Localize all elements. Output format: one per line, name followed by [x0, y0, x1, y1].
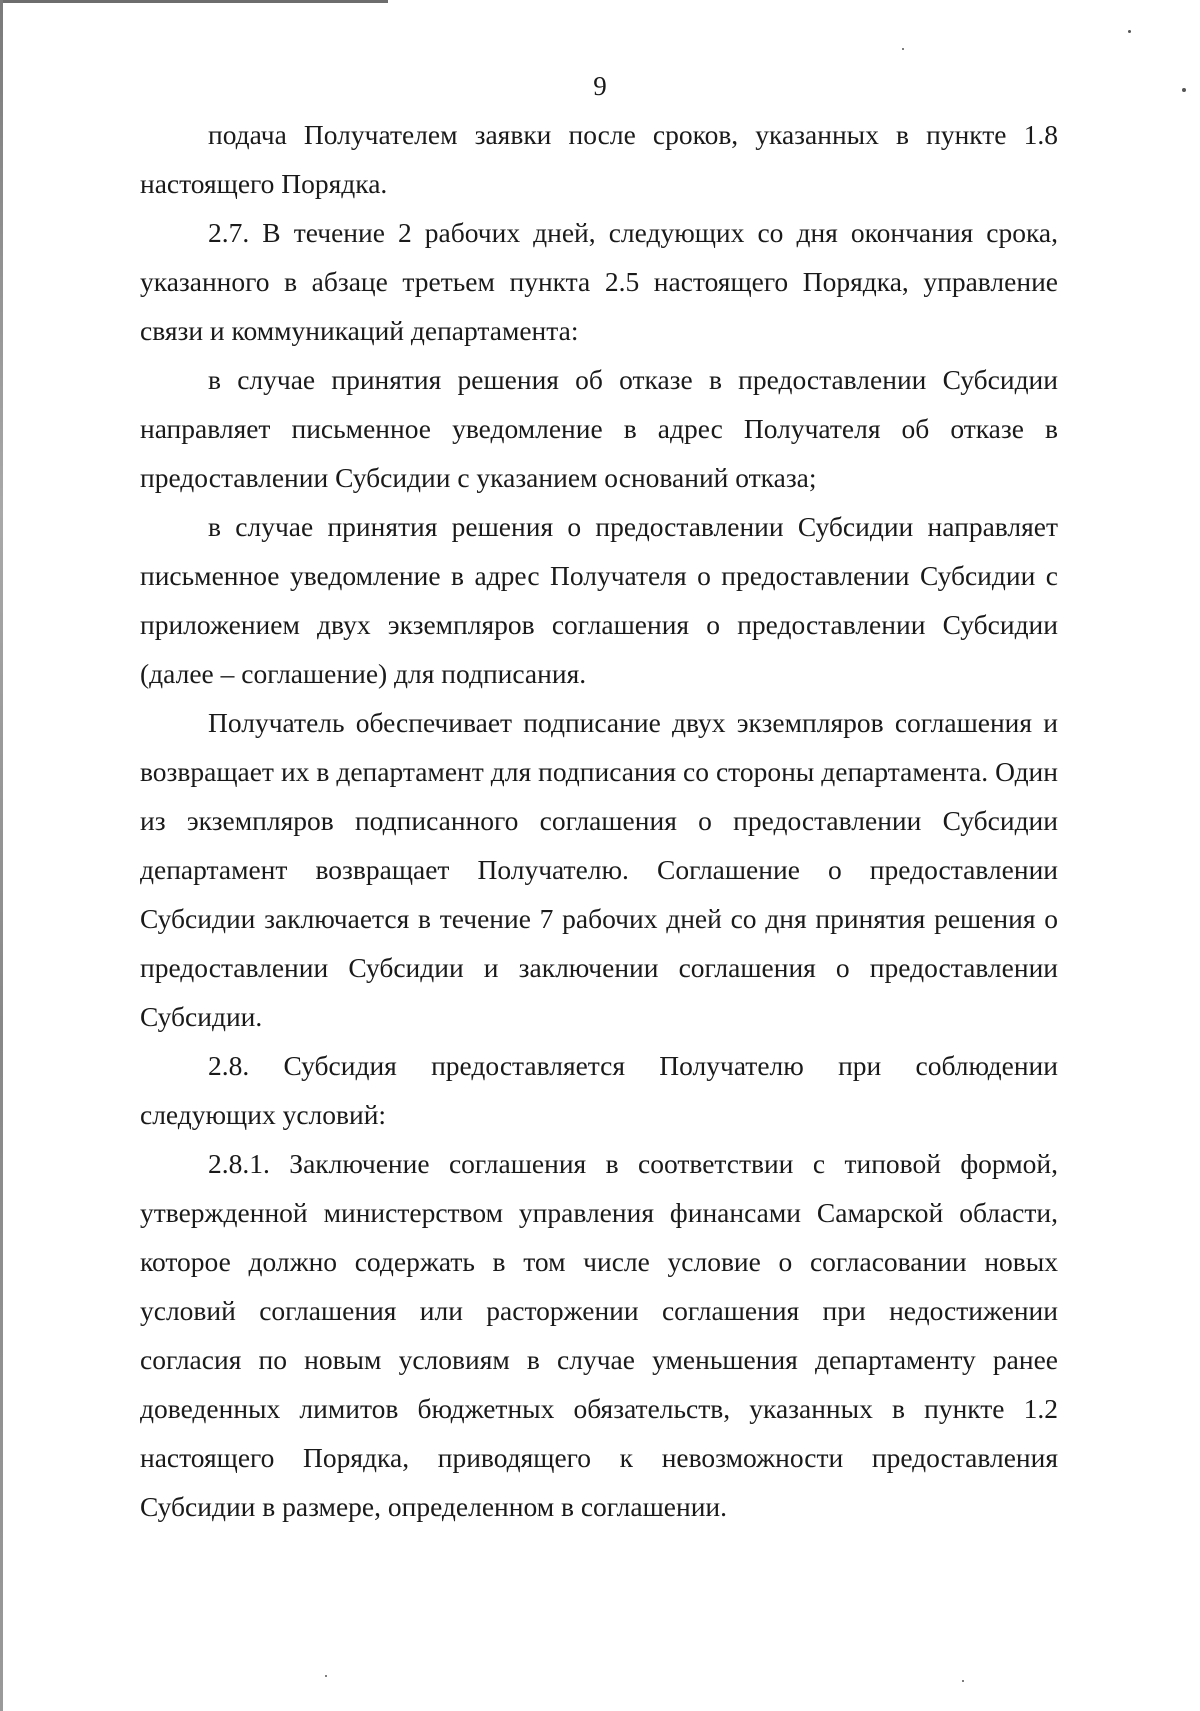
page-number: 9 [593, 71, 607, 101]
scan-speck [325, 1675, 327, 1677]
scan-speck [1128, 30, 1131, 33]
paragraph: в случае принятия решения об отказе в предоставлении Субсидии направляет письменное уведомление в адрес Получателя об отказе в предоставлении Субсидии с указанием оснований отказа; [140, 364, 1058, 493]
scan-left-edge [0, 0, 3, 1711]
scan-speck [962, 1680, 964, 1682]
paragraph: 2.7. В течение 2 рабочих дней, следующих со дня окончания срока, указанного в абзаце третьем пункта 2.5 настоящего Порядка, управление связи и коммуникаций департамента: [140, 217, 1058, 346]
document-body [140, 110, 1058, 1531]
paragraph: подача Получателем заявки после сроков, указанных в пункте 1.8 настоящего Порядка. [140, 119, 1058, 199]
scan-top-rule [0, 0, 388, 3]
paragraph: в случае принятия решения о предоставлении Субсидии направляет письменное уведомление в адрес Получателя о предоставлении Субсидии с приложением двух экземпляров соглашения о предоставлении Субсидии (далее – соглашение) для подписания. [140, 511, 1058, 689]
scan-speck [902, 48, 904, 50]
paragraph: Получатель обеспечивает подписание двух экземпляров соглашения и возвращает их в департамент для подписания со стороны департамента. Один из экземпляров подписанного соглашения о предоставлении Субсидии департамент возвращает Получателю. Соглашение о предоставлении Субсидии заключается в течение 7 рабочих дней со дня принятия решения о предоставлении Субсидии и заключении соглашения о предоставлении Субсидии. [140, 707, 1058, 1032]
paragraph: 2.8.1. Заключение соглашения в соответствии с типовой формой, утвержденной министерством управления финансами Самарской области, которое должно содержать в том числе условие о согласовании новых условий соглашения или расторжении соглашения при недостижении согласия по новым условиям в случае уменьшения департаменту ранее доведенных лимитов бюджетных обязательств, указанных в пункте 1.2 настоящего Порядка, приводящего к невозможности предоставления Субсидии в размере, определенном в соглашении. [140, 1148, 1058, 1522]
paragraph: 2.8. Субсидия предоставляется Получателю при соблюдении следующих условий: [140, 1050, 1058, 1130]
